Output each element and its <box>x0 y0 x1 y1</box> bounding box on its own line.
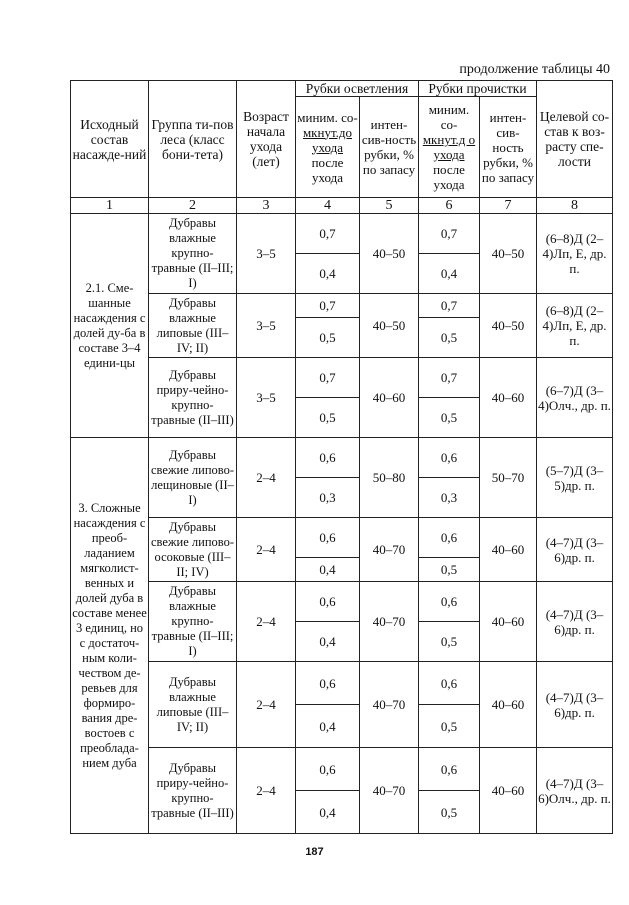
thinning-intensity-cell: 50–70 <box>480 438 537 518</box>
cleaning-density-after-cell: 0,4 <box>296 705 360 748</box>
thinning-density-after-cell: 0,4 <box>419 254 480 294</box>
table-caption: продолжение таблицы 40 <box>459 62 610 77</box>
target-composition-cell: (6–7)Д (3–4)Олч., др. п. <box>537 358 613 438</box>
cleaning-density-before-cell: 0,6 <box>296 582 360 622</box>
start-age-cell: 2–4 <box>237 518 296 582</box>
composition-cell: 3. Сложные насаждения с преоб-ладанием мягколист-венных и долей дуба в составе менее 3 единиц, но с достаточ-ным коли-чеством де-ревьев для формиро-вания дре-востоев с преоблада-нием дуба <box>71 438 149 834</box>
forest-type-cell: Дубравы приру-чейно-крупно-травные (II–III) <box>149 358 237 438</box>
thinning-density-after-cell: 0,5 <box>419 622 480 662</box>
cleaning-intensity-cell: 40–70 <box>360 518 419 582</box>
table-row <box>71 438 613 478</box>
forest-care-table <box>70 80 613 834</box>
thinning-intensity-cell: 40–60 <box>480 662 537 748</box>
target-composition-cell: (4–7)Д (3–6)др. п. <box>537 518 613 582</box>
header-start-age: Возраст начала ухода (лет) <box>237 81 296 198</box>
start-age-cell: 2–4 <box>237 438 296 518</box>
cleaning-density-before-cell: 0,7 <box>296 358 360 398</box>
cleaning-density-after-cell: 0,4 <box>296 622 360 662</box>
thinning-density-before-cell: 0,7 <box>419 294 480 318</box>
thinning-density-before-cell: 0,6 <box>419 662 480 705</box>
thinning-density-before-cell: 0,7 <box>419 214 480 254</box>
forest-type-cell: Дубравы влажные липовые (III–IV; II) <box>149 662 237 748</box>
forest-type-cell: Дубравы влажные крупно-травные (II–III; I) <box>149 582 237 662</box>
target-composition-cell: (4–7)Д (3–6)Олч., др. п. <box>537 748 613 834</box>
column-number: 1 <box>71 198 149 214</box>
forest-type-cell: Дубравы приру-чейно-крупно-травные (II–III) <box>149 748 237 834</box>
thinning-intensity-cell: 40–60 <box>480 518 537 582</box>
thinning-density-after-cell: 0,5 <box>419 558 480 582</box>
cleaning-density-before-cell: 0,7 <box>296 214 360 254</box>
header-min-density-thinning: миним. со- мкнут.д о ухода после ухода <box>419 97 480 198</box>
table-row <box>71 748 613 791</box>
cleaning-intensity-cell: 40–70 <box>360 748 419 834</box>
target-composition-cell: (4–7)Д (3–6)др. п. <box>537 662 613 748</box>
header-target-composition: Целевой со-став к воз-расту спе-лости <box>537 81 613 198</box>
table-row <box>71 518 613 558</box>
start-age-cell: 2–4 <box>237 662 296 748</box>
cleaning-density-after-cell: 0,4 <box>296 558 360 582</box>
thinning-intensity-cell: 40–60 <box>480 748 537 834</box>
start-age-cell: 2–4 <box>237 748 296 834</box>
thinning-density-after-cell: 0,5 <box>419 398 480 438</box>
column-number: 8 <box>537 198 613 214</box>
table-row <box>71 582 613 622</box>
cleaning-intensity-cell: 40–60 <box>360 358 419 438</box>
start-age-cell: 2–4 <box>237 582 296 662</box>
table-row <box>71 214 613 254</box>
thinning-density-before-cell: 0,7 <box>419 358 480 398</box>
header-intensity-cleaning: интен-сив-ность рубки, % по запасу <box>360 97 419 198</box>
table-row <box>71 294 613 318</box>
cleaning-intensity-cell: 50–80 <box>360 438 419 518</box>
page-number: 187 <box>305 846 324 858</box>
thinning-density-after-cell: 0,3 <box>419 478 480 518</box>
target-composition-cell: (5–7)Д (3–5)др. п. <box>537 438 613 518</box>
forest-type-cell: Дубравы свежие липово-лещиновые (II–I) <box>149 438 237 518</box>
header-composition: Исходный состав насажде-ний <box>71 81 149 198</box>
composition-cell: 2.1. Сме-шанные насаждения с долей ду-ба в составе 3–4 едини-цы <box>71 214 149 438</box>
cleaning-intensity-cell: 40–50 <box>360 294 419 358</box>
thinning-density-before-cell: 0,6 <box>419 582 480 622</box>
thinning-intensity-cell: 40–60 <box>480 358 537 438</box>
cleaning-intensity-cell: 40–70 <box>360 582 419 662</box>
column-number: 5 <box>360 198 419 214</box>
thinning-density-before-cell: 0,6 <box>419 518 480 558</box>
cleaning-density-before-cell: 0,6 <box>296 662 360 705</box>
column-number: 3 <box>237 198 296 214</box>
start-age-cell: 3–5 <box>237 358 296 438</box>
header-forest-type: Группа ти-пов леса (класс бони-тета) <box>149 81 237 198</box>
thinning-density-after-cell: 0,5 <box>419 791 480 834</box>
cleaning-density-after-cell: 0,5 <box>296 398 360 438</box>
cleaning-intensity-cell: 40–70 <box>360 662 419 748</box>
column-number: 6 <box>419 198 480 214</box>
column-number: 4 <box>296 198 360 214</box>
cleaning-density-after-cell: 0,4 <box>296 791 360 834</box>
forest-type-cell: Дубравы влажные крупно-травные (II–III; I) <box>149 214 237 294</box>
forest-type-cell: Дубравы свежие липово-осоковые (III–II; IV) <box>149 518 237 582</box>
cleaning-density-before-cell: 0,7 <box>296 294 360 318</box>
thinning-intensity-cell: 40–60 <box>480 582 537 662</box>
start-age-cell: 3–5 <box>237 294 296 358</box>
thinning-intensity-cell: 40–50 <box>480 294 537 358</box>
header-group-thinning: Рубки прочистки <box>419 81 537 97</box>
thinning-intensity-cell: 40–50 <box>480 214 537 294</box>
cleaning-density-after-cell: 0,5 <box>296 318 360 358</box>
header-intensity-thinning: интен-сив-ность рубки, % по запасу <box>480 97 537 198</box>
target-composition-cell: (4–7)Д (3–6)др. п. <box>537 582 613 662</box>
cleaning-density-before-cell: 0,6 <box>296 438 360 478</box>
table-row <box>71 358 613 398</box>
thinning-density-before-cell: 0,6 <box>419 438 480 478</box>
column-number: 2 <box>149 198 237 214</box>
header-min-density-cleaning: миним. со- мкнут.до ухода после ухода <box>296 97 360 198</box>
header-group-cleaning: Рубки осветления <box>296 81 419 97</box>
target-composition-cell: (6–8)Д (2–4)Лп, Е, др. п. <box>537 294 613 358</box>
column-number: 7 <box>480 198 537 214</box>
cleaning-density-before-cell: 0,6 <box>296 518 360 558</box>
start-age-cell: 3–5 <box>237 214 296 294</box>
cleaning-density-before-cell: 0,6 <box>296 748 360 791</box>
cleaning-density-after-cell: 0,3 <box>296 478 360 518</box>
table-row <box>71 662 613 705</box>
forest-type-cell: Дубравы влажные липовые (III–IV; II) <box>149 294 237 358</box>
thinning-density-before-cell: 0,6 <box>419 748 480 791</box>
cleaning-density-after-cell: 0,4 <box>296 254 360 294</box>
target-composition-cell: (6–8)Д (2–4)Лп, Е, др. п. <box>537 214 613 294</box>
cleaning-intensity-cell: 40–50 <box>360 214 419 294</box>
thinning-density-after-cell: 0,5 <box>419 705 480 748</box>
thinning-density-after-cell: 0,5 <box>419 318 480 358</box>
